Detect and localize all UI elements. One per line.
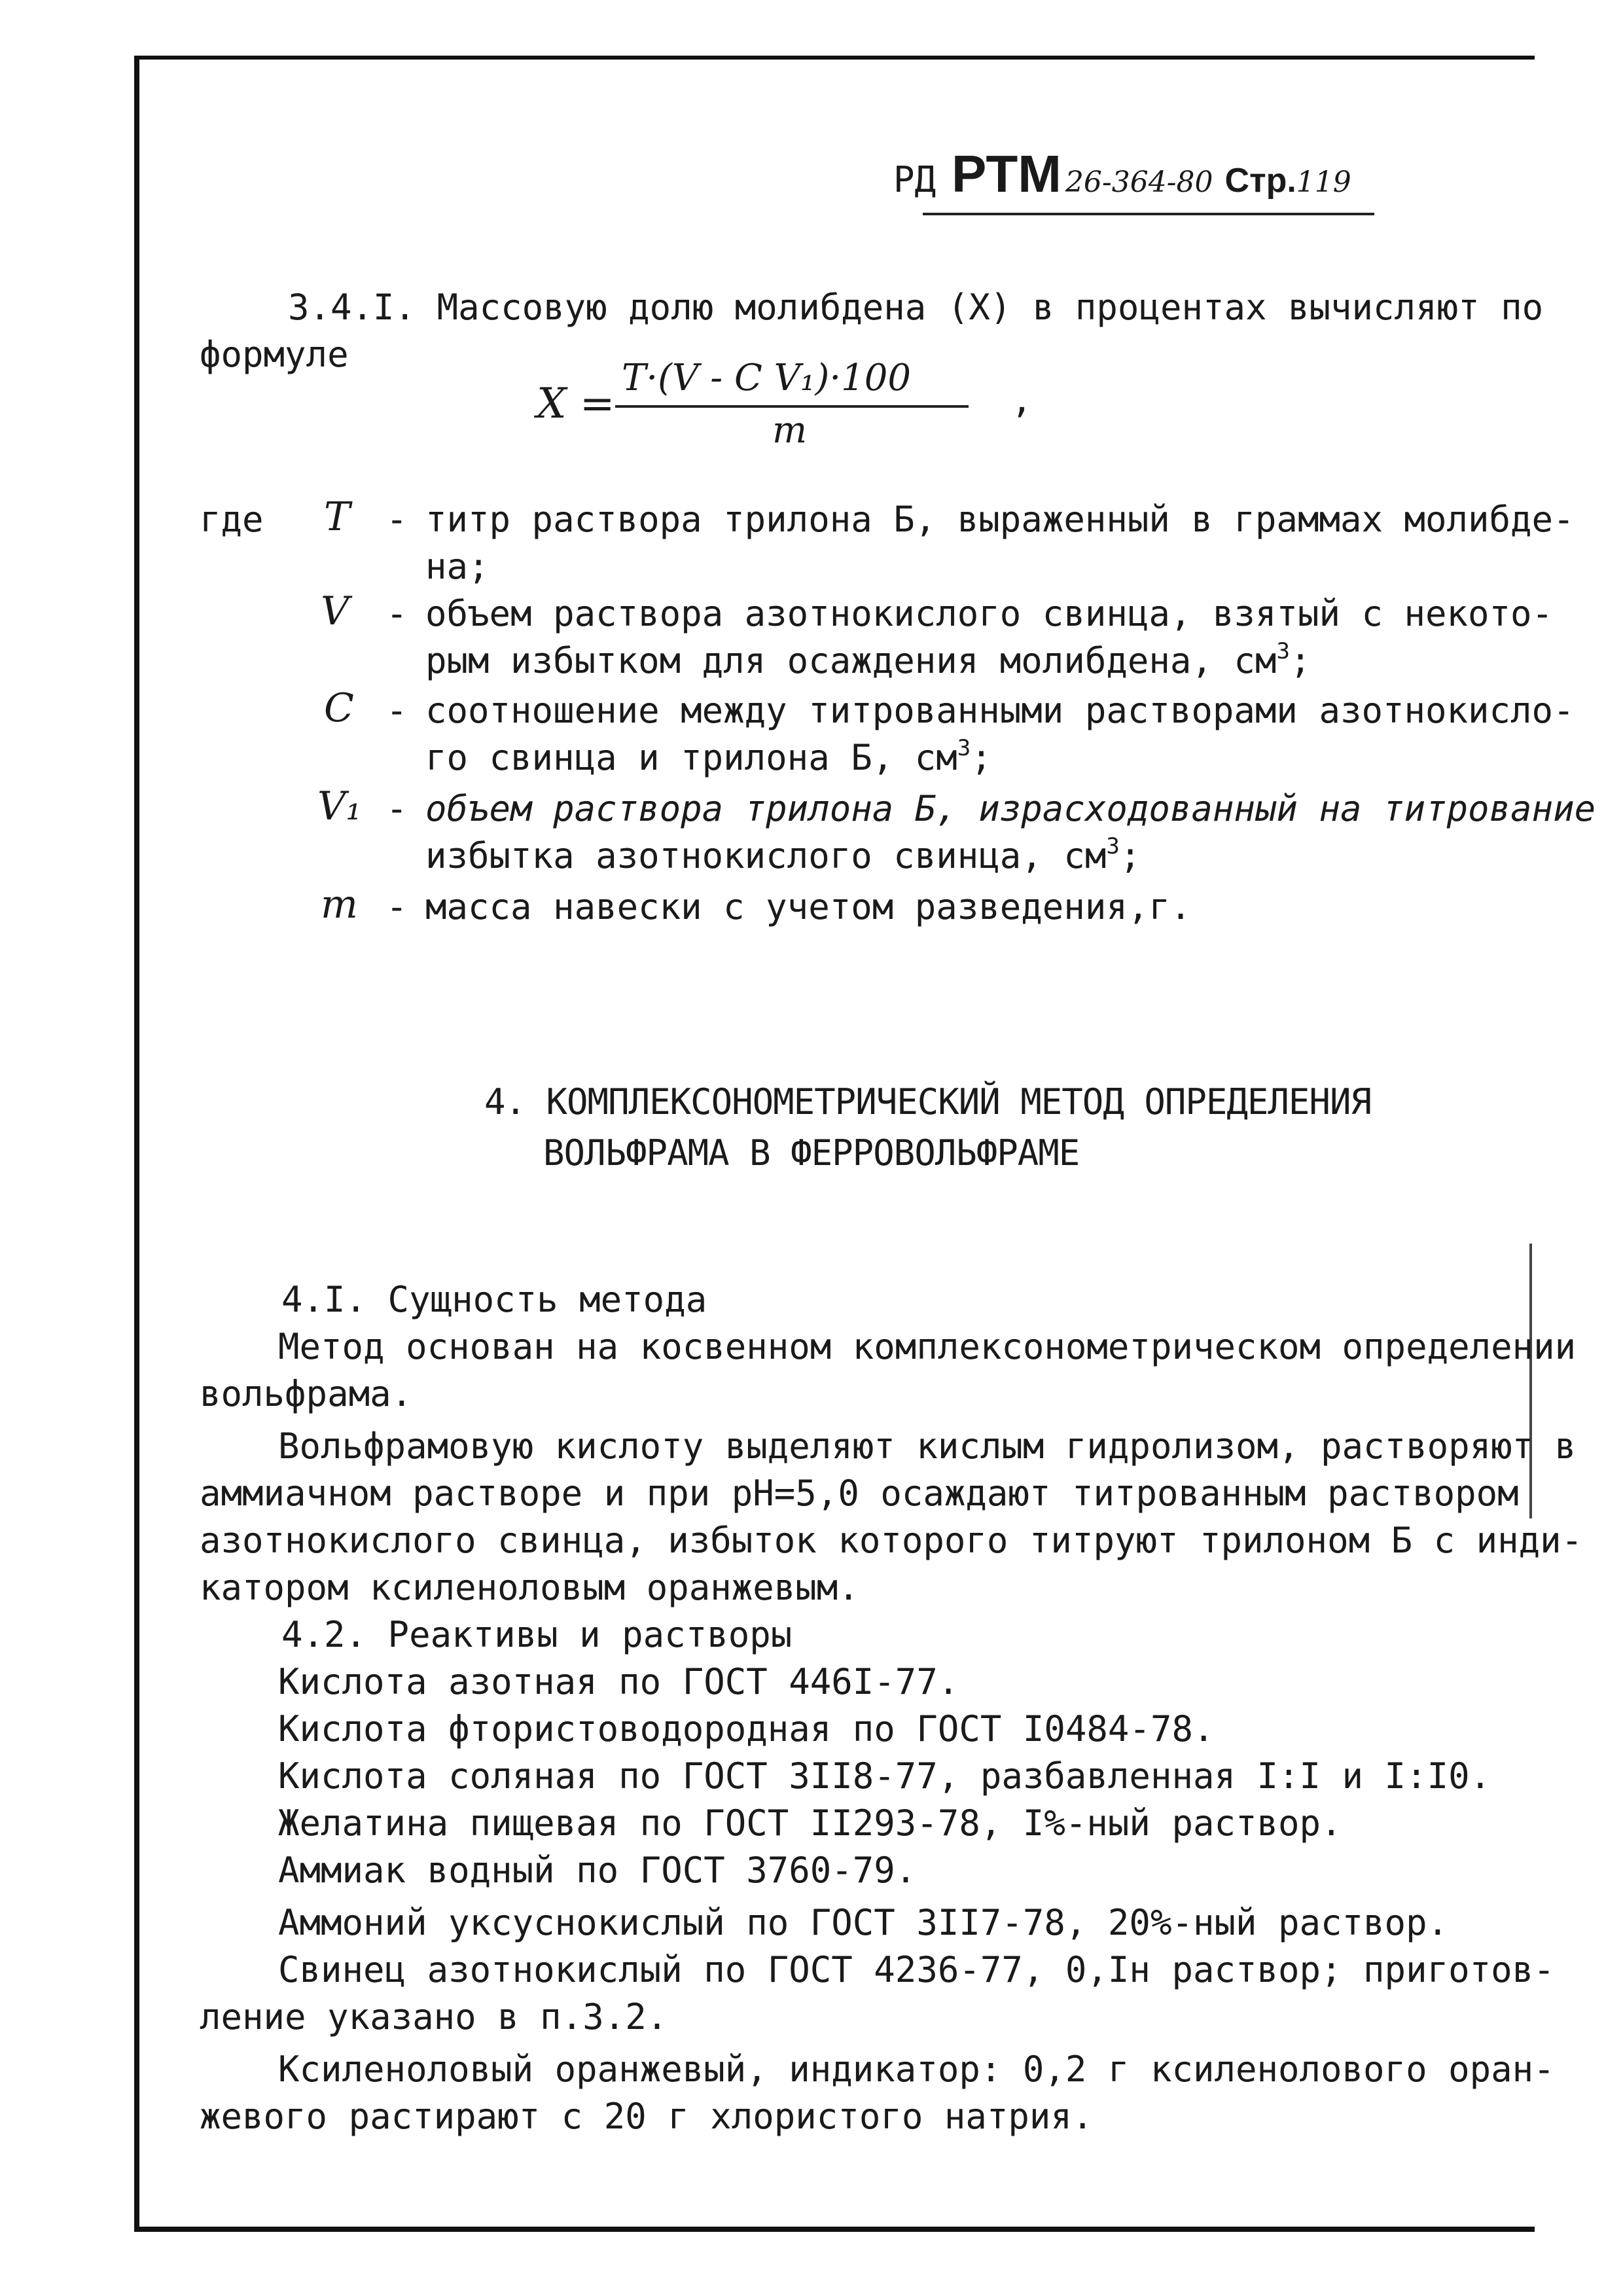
definition-dash: - [386, 593, 408, 634]
header-series: РТМ [952, 145, 1061, 203]
header-underline [923, 213, 1374, 215]
formula-lhs: X = [537, 380, 615, 428]
page-header [893, 144, 1351, 204]
body-line: Свинец азотнокислый по ГОСТ 4236-77, 0,Iн раствор; приготов- [278, 1949, 1555, 1990]
formula-denominator: m [772, 409, 808, 452]
body-line: Метод основан на косвенном комплексонометрическом определении [278, 1326, 1577, 1367]
definition-symbol-v: V [321, 588, 349, 634]
definition-symbol-c: C [324, 685, 354, 731]
header-page-number: 119 [1296, 166, 1351, 199]
body-line: Вольфрамовую кислоту выделяют кислым гидролизом, растворяют в [278, 1426, 1577, 1467]
body-line: ление указано в п.3.2. [200, 1996, 668, 2037]
body-line: 4.I. Сущность метода [281, 1279, 707, 1320]
body-line: Аммоний уксуснокислый по ГОСТ 3II7-78, 20%-ный раствор. [278, 1902, 1449, 1943]
definition-dash: - [386, 788, 408, 829]
header-prefix: РД [893, 159, 936, 200]
body-line: 4.2. Реактивы и растворы [281, 1614, 793, 1655]
header-page-label: Стр. [1224, 162, 1296, 200]
body-line: Аммиак водный по ГОСТ 3760-79. [278, 1850, 917, 1891]
body-line: Кислота соляная по ГОСТ 3II8-77, разбавленная I:I и I:I0. [278, 1755, 1491, 1797]
page-frame-bottom [134, 2227, 1535, 2232]
definition-v-line1: объем раствора азотнокислого свинца, взятый с некото- [425, 593, 1554, 634]
formula-fraction-bar [615, 405, 969, 408]
definition-t-line2: на; [425, 546, 490, 587]
section-4-title-line1: 4. КОМПЛЕКСОНОМЕТРИЧЕСКИЙ МЕТОД ОПРЕДЕЛЕНИЯ [484, 1081, 1371, 1122]
definition-symbol-v1: V₁ [317, 783, 362, 829]
definition-symbol-t: T [324, 494, 351, 540]
formula-numerator: T·(V - C V₁)·100 [622, 357, 912, 399]
definition-v-line2-text: рым избытком для осаждения молибдена, см [425, 640, 1277, 681]
definition-v1-line1: объем раствора трилона Б, израсходованный на титрование [425, 788, 1596, 829]
definition-dash: - [386, 886, 408, 927]
definition-c-line1: соотношение между титрованными растворами азотнокисло- [425, 690, 1575, 731]
definition-c-tail: ; [971, 737, 992, 778]
body-line: жевого растирают с 20 г хлористого натрия. [200, 2096, 1094, 2137]
body-line: Желатина пищевая по ГОСТ II293-78, I%-ный раствор. [278, 1803, 1342, 1844]
page-frame-top [134, 56, 1535, 60]
definition-t-line1: титр раствора трилона Б, выраженный в граммах молибде- [425, 499, 1575, 540]
body-line: катором ксиленоловым оранжевым. [200, 1567, 859, 1608]
definition-v1-line2 [425, 835, 1141, 877]
header-doc-number: 26-364-80 [1065, 166, 1213, 199]
definition-dash: - [386, 499, 408, 540]
section-3-4-1-line2: формуле [200, 334, 349, 375]
definition-v1-sup: 3 [1106, 833, 1120, 859]
formula-trailing-comma: , [1011, 380, 1033, 421]
body-line: вольфрама. [200, 1373, 413, 1414]
definition-c-sup: 3 [957, 735, 971, 761]
definition-v1-line2-text: избытка азотнокислого свинца, см [425, 835, 1107, 876]
body-line: Кислота азотная по ГОСТ 446I-77. [278, 1661, 959, 1702]
definition-symbol-m: m [321, 882, 358, 927]
page-frame-left [134, 56, 139, 2229]
definition-v-sup: 3 [1276, 638, 1290, 664]
definition-v-tail: ; [1289, 640, 1311, 681]
section-4-title-line2: ВОЛЬФРАМА В ФЕРРОВОЛЬФРАМЕ [543, 1132, 1080, 1174]
definition-c-line2-text: го свинца и трилона Б, см [425, 737, 957, 778]
definition-c-line2 [425, 737, 992, 779]
body-line: азотнокислого свинца, избыток которого титруют трилоном Б с инди- [200, 1520, 1583, 1561]
definition-dash: - [386, 690, 408, 731]
body-line: Ксиленоловый оранжевый, индикатор: 0,2 г ксиленолового оран- [278, 2049, 1555, 2090]
definition-v-line2 [425, 640, 1311, 682]
body-line: Кислота фтористоводородная по ГОСТ I0484-78. [278, 1708, 1215, 1749]
formula [537, 357, 982, 455]
body-line: аммиачном растворе и при pH=5,0 осаждают титрованным раствором [200, 1473, 1519, 1514]
where-label: где [200, 499, 264, 540]
section-3-4-1-line1: 3.4.I. Массовую долю молибдена (X) в процентах вычисляют по [288, 287, 1544, 328]
definition-v1-tail: ; [1119, 835, 1141, 876]
page-frame-right-mark [1529, 1244, 1532, 1518]
definition-m-line1: масса навески с учетом разведения,г. [425, 886, 1192, 927]
